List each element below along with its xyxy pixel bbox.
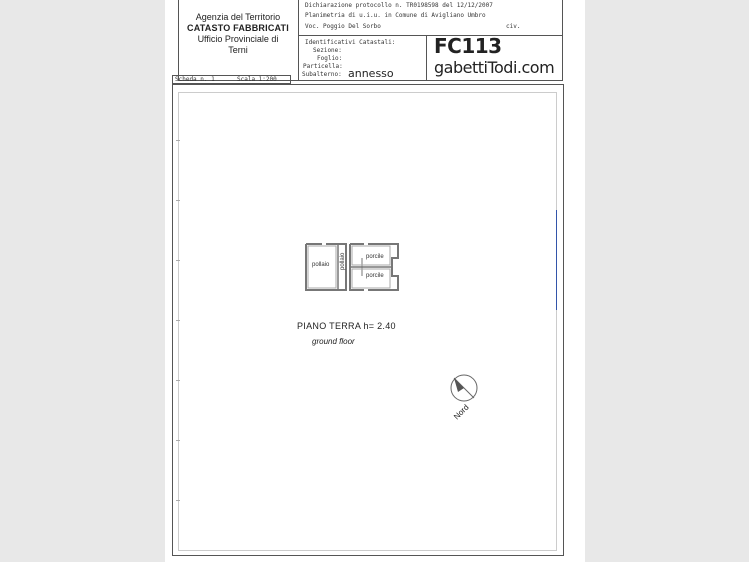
footer-strip: [172, 549, 564, 556]
sezione-label: Sezione:: [313, 47, 342, 54]
margin-tick: [176, 260, 180, 261]
brand-site: gabettiTodi.com: [434, 58, 555, 77]
side-dimension-line: [556, 210, 557, 310]
address-line: Voc. Poggio Del Sorbo: [305, 23, 381, 30]
header-divider-1: [298, 0, 299, 81]
margin-tick: [176, 140, 180, 141]
margin-tick: [176, 380, 180, 381]
plan-subtitle: ground floor: [312, 337, 355, 346]
room-label-porcile-2: porcile: [366, 273, 384, 279]
room-label-pollaio-2: pollaio: [340, 252, 346, 270]
plan-title: PIANO TERRA h= 2.40: [297, 321, 396, 331]
protocol-line: Dichiarazione protocollo n. TR0198598 del 12/12/2007: [305, 2, 493, 9]
planimetry-line: Planimetria di u.i.u. in Comune di Avigliano Umbro: [305, 12, 486, 19]
north-label: Nord: [452, 402, 471, 422]
agency-line-3: Ufficio Provinciale di: [197, 34, 279, 44]
brand-code: FC113: [434, 34, 502, 58]
scheda-label: Scheda n. 1: [175, 76, 215, 83]
identifiers-title: Identificativi Catastali:: [305, 39, 396, 46]
room-label-pollaio-1: pollaio: [312, 262, 330, 268]
margin-tick: [176, 320, 180, 321]
header-divider-3: [298, 35, 563, 36]
margin-tick: [176, 500, 180, 501]
annesso-text: annesso: [348, 67, 394, 80]
agency-line-2: CATASTO FABBRICATI: [187, 23, 289, 33]
agency-line-4: Terni: [228, 45, 248, 55]
particella-label: Particella:: [303, 63, 343, 70]
north-arrow-icon: [448, 372, 480, 404]
room-label-porcile-1: porcile: [366, 254, 384, 260]
scala-label: Scala 1:200: [237, 76, 277, 83]
header-divider-2: [426, 35, 427, 81]
agency-line-1: Agenzia del Territorio: [195, 12, 281, 22]
subalterno-label: Subalterno:: [302, 71, 342, 78]
margin-tick: [176, 440, 180, 441]
civ-label: civ.: [506, 23, 521, 30]
margin-tick: [176, 200, 180, 201]
foglio-label: Foglio:: [317, 55, 343, 62]
